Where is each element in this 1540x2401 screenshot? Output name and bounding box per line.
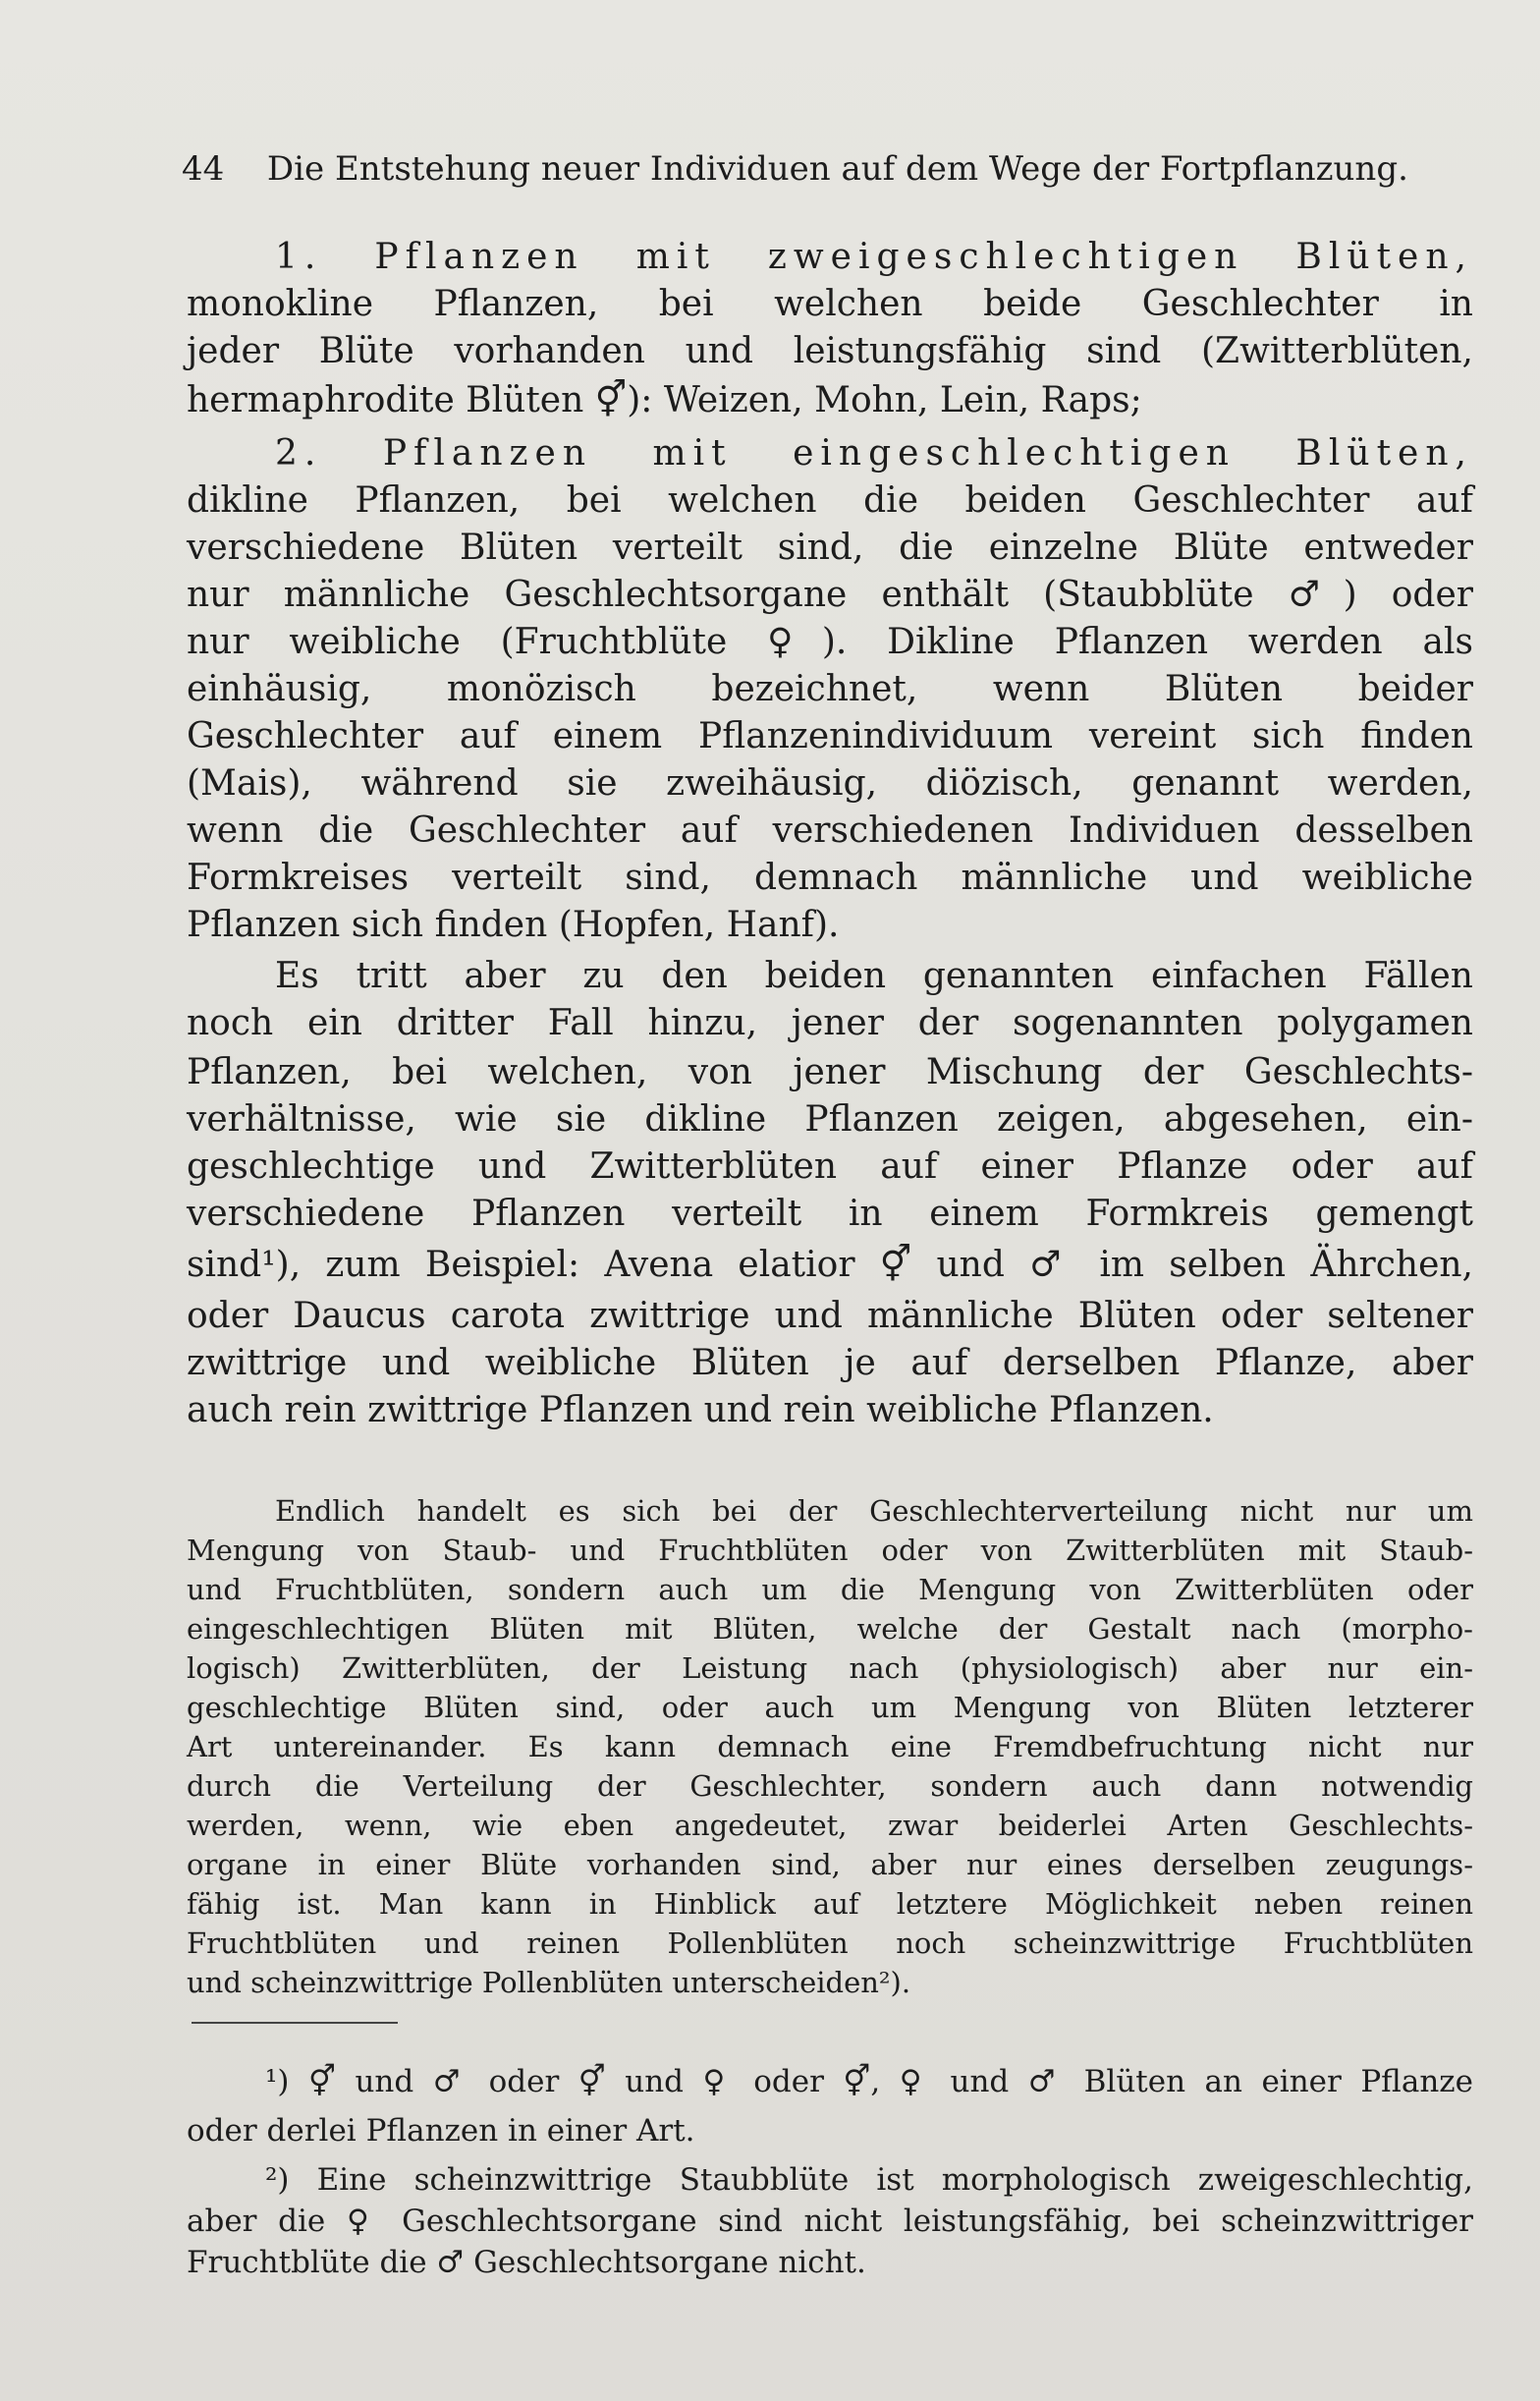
text-line: hermaphrodite Blüten ⚥): Weizen, Mohn, Lein, Raps; — [187, 380, 1142, 420]
small-text-line: Art untereinander. Es kann demnach eine Fremdbefruchtung nicht nur — [187, 1730, 1473, 1763]
small-text-line: werden, wenn, wie eben angedeutet, zwar beiderlei Arten Geschlechts- — [187, 1809, 1473, 1842]
small-text-line: Mengung von Staub- und Fruchtblüten oder von Zwitterblüten mit Staub- — [187, 1534, 1473, 1567]
text-line: verschiedene Blüten verteilt sind, die einzelne Blüte entweder — [187, 528, 1473, 568]
text-line: Pflanzen, bei welchen, von jener Mischung der Geschlechts- — [187, 1052, 1473, 1092]
footnote-line: ¹) ⚥ und ♂ oder ⚥ und ♀ oder ⚥, ♀ und ♂ Blüten an einer Pflanze — [265, 2064, 1473, 2099]
text-line: dikline Pflanzen, bei welchen die beiden Geschlechter auf — [187, 480, 1473, 521]
text-line: jeder Blüte vorhanden und leistungsfähig sind (Zwitterblüten, — [187, 331, 1473, 371]
text-line: wenn die Geschlechter auf verschiedenen Individuen desselben — [187, 810, 1473, 851]
text-line: einhäusig, monözisch bezeichnet, wenn Blüten beider — [187, 669, 1473, 709]
small-text-line: logisch) Zwitterblüten, der Leistung nach (physiologisch) aber nur ein- — [187, 1651, 1473, 1685]
text-line: nur männliche Geschlechtsorgane enthält (Staubblüte ♂) oder — [187, 575, 1473, 615]
small-text-line: eingeschlechtigen Blüten mit Blüten, welche der Gestalt nach (morpho- — [187, 1612, 1473, 1646]
text-line: sind¹), zum Beispiel: Avena elatior ⚥ und ♂ im selben Ährchen, — [187, 1245, 1473, 1285]
footnote-line: ²) Eine scheinzwittrige Staubblüte ist morphologisch zweigeschlechtig, — [265, 2162, 1473, 2198]
text-line: Geschlechter auf einem Pflanzenindividuum vereint sich finden — [187, 716, 1473, 756]
page-number: 44 — [182, 149, 225, 189]
footnote-divider — [192, 2022, 398, 2024]
text-line: Formkreises verteilt sind, demnach männliche und weibliche — [187, 858, 1473, 898]
text-line: zwittrige und weibliche Blüten je auf derselben Pflanze, aber — [187, 1343, 1473, 1383]
running-title: Die Entstehung neuer Individuen auf dem Wege der Fortpflanzung. — [266, 149, 1408, 189]
small-text-line: und scheinzwittrige Pollenblüten unterscheiden²). — [187, 1966, 911, 1999]
text-line: verhältnisse, wie sie dikline Pflanzen zeigen, abgesehen, ein- — [187, 1099, 1473, 1140]
small-text-line: organe in einer Blüte vorhanden sind, aber nur eines derselben zeugungs- — [187, 1848, 1473, 1881]
running-header — [182, 147, 1478, 191]
text-line: 1. Pflanzen mit zweigeschlechtigen Blüten, — [275, 237, 1473, 277]
text-line: Pflanzen sich finden (Hopfen, Hanf). — [187, 905, 840, 945]
text-line: auch rein zwittrige Pflanzen und rein weibliche Pflanzen. — [187, 1390, 1214, 1430]
text-line: noch ein dritter Fall hinzu, jener der sogenannten polygamen — [187, 1003, 1473, 1043]
small-text-line: fähig ist. Man kann in Hinblick auf letztere Möglichkeit neben reinen — [187, 1887, 1473, 1921]
text-line: nur weibliche (Fruchtblüte ♀). Dikline Pflanzen werden als — [187, 622, 1473, 662]
text-line: (Mais), während sie zweihäusig, diözisch, genannt werden, — [187, 763, 1473, 804]
text-line: monokline Pflanzen, bei welchen beide Geschlechter in — [187, 284, 1473, 324]
text-line: oder Daucus carota zwittrige und männliche Blüten oder seltener — [187, 1296, 1473, 1336]
text-line: Es tritt aber zu den beiden genannten einfachen Fällen — [275, 956, 1473, 996]
small-text-line: Endlich handelt es sich bei der Geschlechterverteilung nicht nur um — [275, 1494, 1473, 1528]
footnote-line: aber die ♀ Geschlechtsorgane sind nicht leistungsfähig, bei scheinzwittriger — [187, 2204, 1473, 2239]
text-line: 2. Pflanzen mit eingeschlechtigen Blüten, — [275, 433, 1473, 474]
text-line: geschlechtige und Zwitterblüten auf einer Pflanze oder auf — [187, 1146, 1473, 1187]
footnote-line: Fruchtblüte die ♂ Geschlechtsorgane nicht. — [187, 2245, 866, 2280]
small-text-line: Fruchtblüten und reinen Pollenblüten noch scheinzwittrige Fruchtblüten — [187, 1926, 1473, 1960]
text-line: verschiedene Pflanzen verteilt in einem Formkreis gemengt — [187, 1194, 1473, 1234]
small-text-line: und Fruchtblüten, sondern auch um die Mengung von Zwitterblüten oder — [187, 1573, 1473, 1606]
small-text-line: durch die Verteilung der Geschlechter, sondern auch dann notwendig — [187, 1769, 1473, 1803]
small-text-line: geschlechtige Blüten sind, oder auch um Mengung von Blüten letzterer — [187, 1691, 1473, 1724]
footnote-line: oder derlei Pflanzen in einer Art. — [187, 2113, 695, 2149]
